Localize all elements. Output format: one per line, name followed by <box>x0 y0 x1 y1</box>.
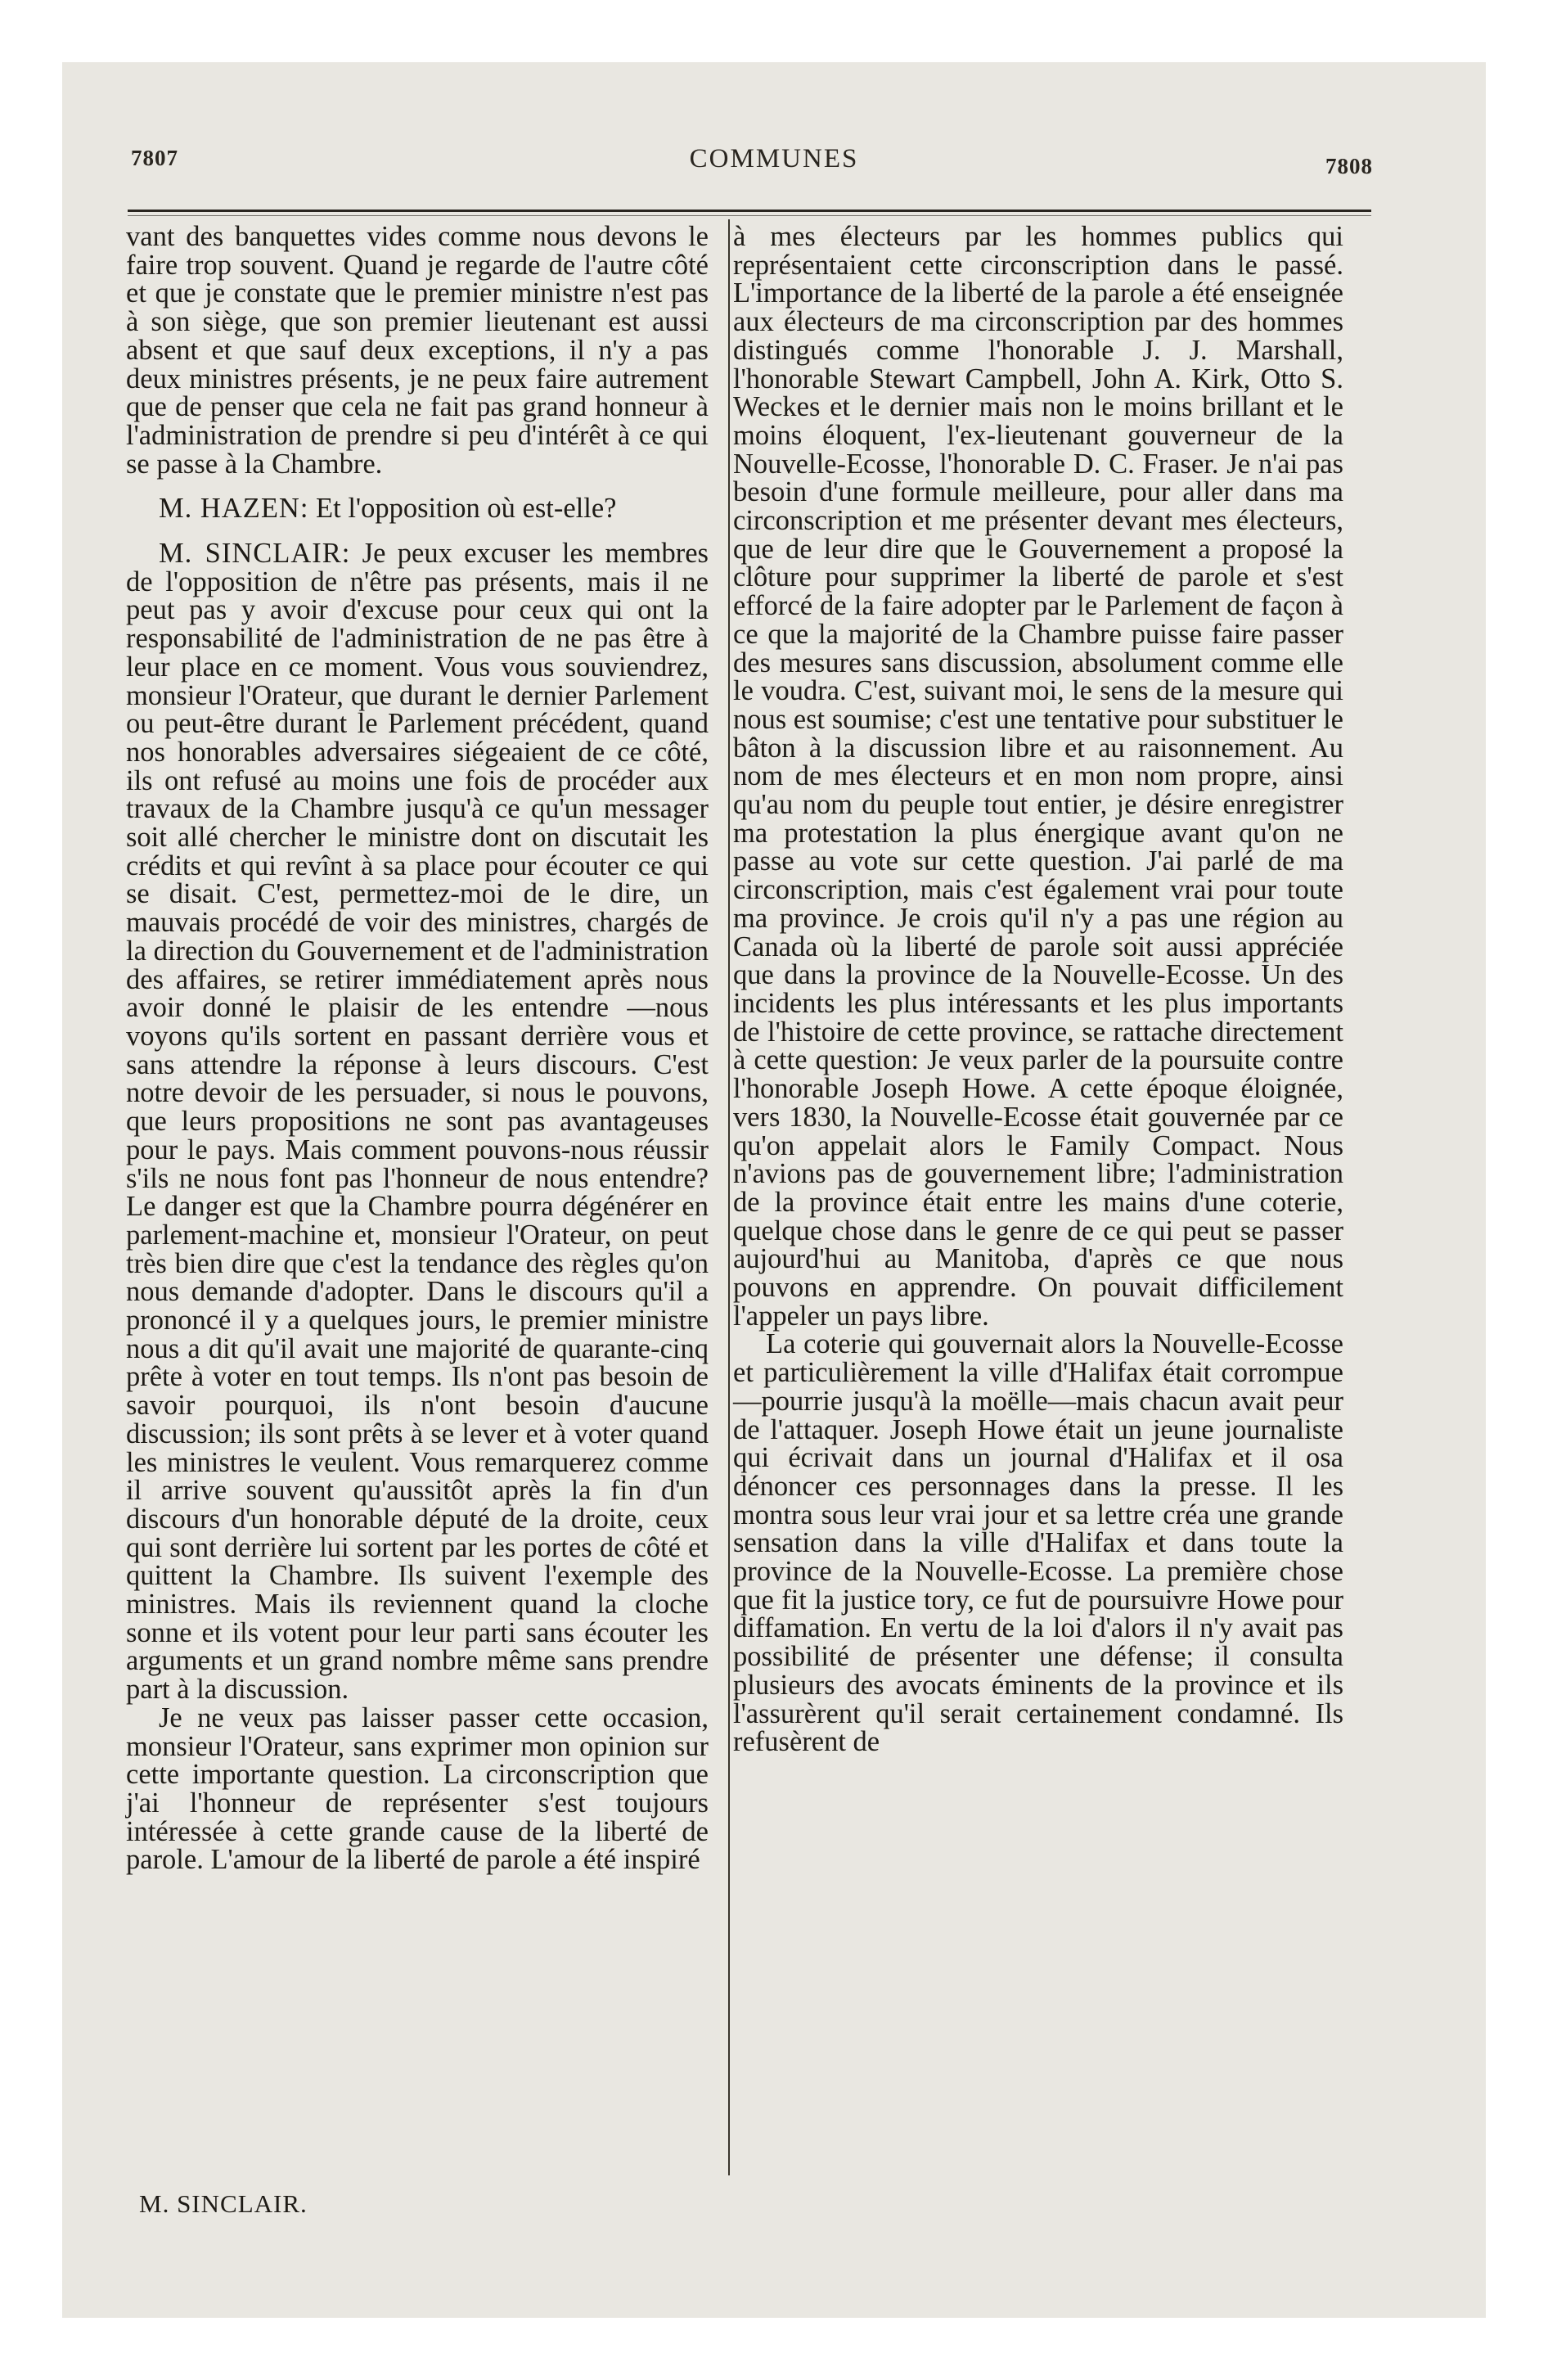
paragraph: à mes électeurs par les hommes publics qui représentaient cette circonscription dans le passé. L'importance de la liberté de la parole a été enseignée aux électeurs de ma circonscription par des hommes distingués comme l'honorable J. J. Marshall, l'honorable Stewart Campbell, John A. Kirk, Otto S. Weckes et le dernier mais non le moins brillant et le moins éloquent, l'ex-lieutenant gouverneur de la Nouvelle-Ecosse, l'honorable D. C. Fraser. Je n'ai pas besoin d'une formule meilleure, pour aller dans ma circonscription et me présenter devant mes électeurs, que de leur dire que le Gouvernement a proposé la clôture pour supprimer la liberté de parole et s'est efforcé de la faire adopter par le Parlement de façon à ce que la majorité de la Chambre puisse faire passer des mesures sans discussion, absolument comme elle le voudra. C'est, suivant moi, le sens de la mesure qui nous est soumise; c'est une tentative pour substituer le bâton à la discussion libre et au raisonnement. Au nom de mes électeurs et en mon nom propre, ainsi qu'au nom du peuple tout entier, je désire enregistrer ma protestation la plus énergique avant qu'on ne passe au vote sur cette question. J'ai parlé de ma circonscription, mais c'est également vrai pour toute ma province. Je crois qu'il n'y a pas une région au Canada où la liberté de parole soit aussi appréciée que dans la province de la Nouvelle-Ecosse. Un des incidents les plus intéressants et les plus importants de l'histoire de cette province, se rattache directement à cette question: Je veux parler de la poursuite contre l'honorable Joseph Howe. A cette époque éloignée, vers 1830, la Nouvelle-Ecosse était gouvernée par ce qu'on appelait alors le Family Compact. Nous n'avions pas de gouvernement libre; l'administration de la province était entre les mains d'une coterie, quelque chose dans le genre de ce qui peut se passer aujourd'hui au Manitoba, d'après ce que nous pouvons en apprendre. On pouvait difficilement l'appeler un pays libre. <box>733 221 1343 1332</box>
speech-text: Et l'opposition où est-elle? <box>308 493 617 525</box>
footer-speaker-name: M. SINCLAIR. <box>139 2189 308 2218</box>
left-column <box>126 223 709 1874</box>
page-title: COMMUNES <box>689 144 859 174</box>
paragraph: vant des banquettes vides comme nous devons le faire trop souvent. Quand je regarde de l'autre côté et que je constate que le premier ministre n'est pas à son siège, que son premier lieutenant est aussi absent et que sauf deux exceptions, il n'y a pas deux ministres présents, je ne peux faire autrement que de penser que cela ne fait pas grand honneur à l'administration de prendre si peu d'intérêt à ce qui se passe à la Chambre. <box>126 221 709 480</box>
speaker-name: M. HAZEN: <box>159 493 309 525</box>
left-page-number: 7807 <box>131 146 178 170</box>
paragraph <box>126 539 709 1704</box>
speech-text: Je peux excuser les membres de l'opposition de n'être pas présents, mais il ne peut pas y avoir d'excuse pour ceux qui ont la responsabilité de l'administration de ne pas être à leur place en ce moment. Vous vous souviendrez, monsieur l'Orateur, que durant le dernier Parlement ou peut-être durant le Parlement précédent, quand nos honorables adversaires siégeaient de ce côté, ils ont refusé au moins une fois de procéder aux travaux de la Chambre jusqu'à ce qu'un messager soit allé chercher le ministre dont on discutait les crédits et qui revînt à sa place pour écouter ce qui se disait. C'est, permettez-moi de le dire, un mauvais procédé de voir des ministres, chargés de la direction du Gouvernement et de l'administration des affaires, se retirer immédiatement après nous avoir donné le plaisir de les entendre —nous voyons qu'ils sortent en passant derrière vous et sans attendre la réponse à leurs discours. C'est notre devoir de les persuader, si nous le pouvons, que leurs propositions ne sont pas avantageuses pour le pays. Mais comment pouvons-nous réussir s'ils ne nous font pas l'honneur de nous entendre? Le danger est que la Chambre pourra dégénérer en parlement-machine et, monsieur l'Orateur, on peut très bien dire que c'est la tendance des règles qu'on nous demande d'adopter. Dans le discours qu'il a prononcé il y a quelques jours, le premier ministre nous a dit qu'il avait une majorité de quarante-cinq prête à voter en tout temps. Ils n'ont pas besoin de savoir pourquoi, ils n'ont besoin d'aucune discussion; ils sont prêts à se lever et à voter quand les ministres le veulent. Vous remarquerez comme il arrive souvent qu'aussitôt après la fin d'un discours d'un honorable député de la droite, ceux qui sont derrière lui sortent par les portes de côté et quittent la Chambre. Ils suivent l'exemple des ministres. Mais ils reviennent quand la cloche sonne et ils votent pour leur parti sans écouter les arguments et un grand nombre même sans prendre part à la discussion. <box>126 538 709 1706</box>
paragraph: Je ne veux pas laisser passer cette occasion, monsieur l'Orateur, sans exprimer mon opinion sur cette importante question. La circonscription que j'ai l'honneur de représenter s'est toujours intéressée à cette grande cause de la liberté de parole. L'amour de la liberté de parole a été inspiré <box>126 1702 709 1876</box>
right-page-number: 7808 <box>1325 154 1373 178</box>
column-divider <box>728 219 730 2175</box>
header-rule <box>128 210 1371 212</box>
paragraph: La coterie qui gouvernait alors la Nouvelle-Ecosse et particulièrement la ville d'Halifax était corrompue—pourrie jusqu'à la moëlle—mais chacun avait peur de l'attaquer. Joseph Howe était un jeune journaliste qui écrivait dans un journal d'Halifax et il osa dénoncer ces personnages dans la presse. Il les montra sous leur vrai jour et sa lettre créa une grande sensation dans la ville d'Halifax et dans toute la province de la Nouvelle-Ecosse. La première chose que fit la justice tory, ce fut de poursuivre Howe pour diffamation. En vertu de la loi d'alors il n'y avait pas possibilité de présenter une défense; il consulta plusieurs des avocats éminents de la province et ils l'assurèrent qu'il serait certainement condamné. Ils refusèrent de <box>733 1328 1343 1758</box>
header-rule-thin <box>128 215 1371 216</box>
speaker-name: M. SINCLAIR: <box>159 538 351 570</box>
paragraph <box>126 494 709 523</box>
right-column <box>733 223 1343 1756</box>
